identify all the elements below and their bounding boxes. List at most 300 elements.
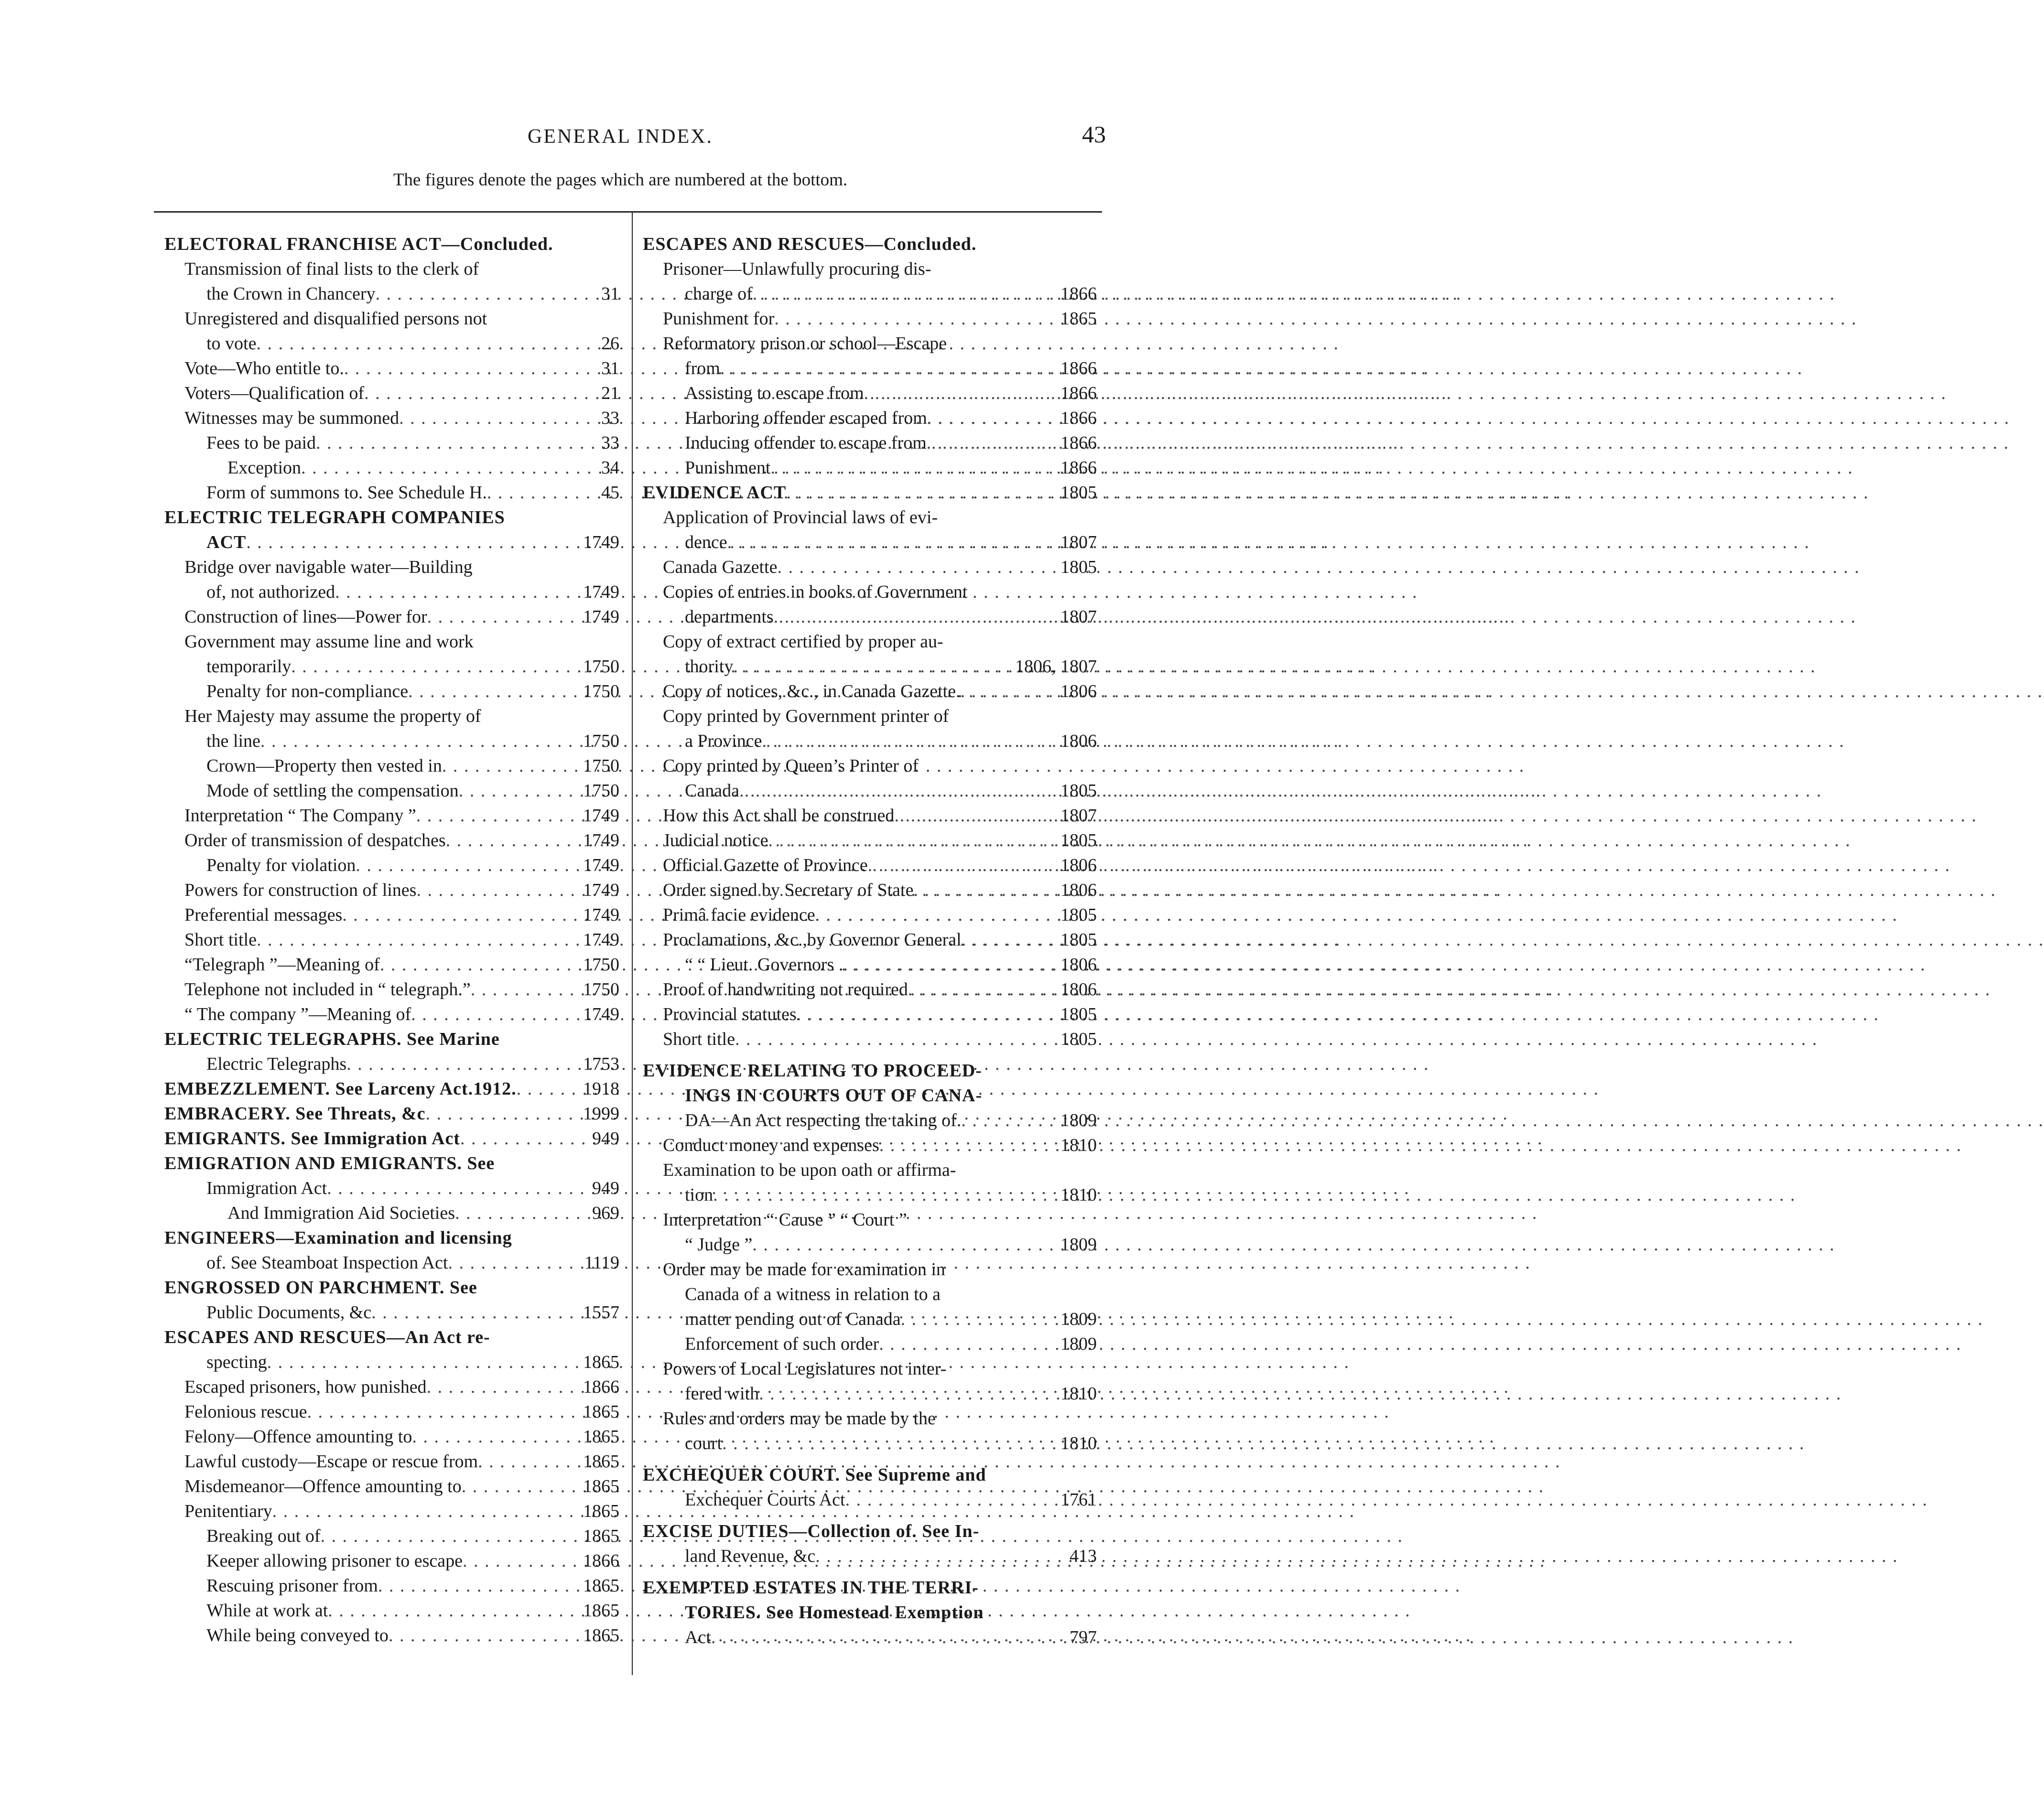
index-entry-page: 1918 xyxy=(583,1079,619,1099)
dot-leader xyxy=(962,927,1056,952)
dot-leader xyxy=(408,679,578,704)
index-entry xyxy=(164,778,619,803)
index-entry-text: “Telegraph ”—Meaning of xyxy=(184,955,380,975)
index-entry xyxy=(164,331,619,356)
index-entry xyxy=(643,604,1097,629)
index-entry-page: 1810 xyxy=(1060,1384,1097,1404)
index-entry-page: 1866 xyxy=(583,1377,619,1397)
index-entry xyxy=(643,1381,1097,1406)
dot-leader xyxy=(459,778,578,803)
index-entry xyxy=(643,903,1097,927)
index-entry xyxy=(643,1575,1097,1600)
index-entry xyxy=(643,927,1097,952)
index-entry-text: Electric Telegraphs xyxy=(206,1054,347,1074)
running-header-title: GENERAL INDEX. xyxy=(527,126,714,148)
index-entry-text: Act xyxy=(685,1627,711,1647)
index-entry-text: Exception xyxy=(227,458,302,478)
dot-leader xyxy=(378,1573,578,1598)
index-entry-text: TORIES. See Homestead Exemption xyxy=(685,1602,984,1623)
index-entry-page: 1749 xyxy=(583,607,619,627)
index-entry-page: 1865 xyxy=(583,1526,619,1546)
index-entry-page: 1805 xyxy=(1060,1004,1097,1024)
dot-leader xyxy=(389,1623,578,1648)
index-entry-page: 1805 xyxy=(1060,781,1097,801)
index-entry-text: ENGINEERS—Examination and licensing xyxy=(164,1228,512,1248)
dot-leader xyxy=(335,580,578,604)
index-entry xyxy=(643,1519,1097,1544)
index-entry-text: Telephone not included in “ telegraph.” xyxy=(184,979,471,1000)
index-entry-text: Punishment xyxy=(685,458,771,478)
index-entry-text: Primâ facie evidence xyxy=(663,905,815,925)
index-entry-text: a Province xyxy=(685,731,762,751)
index-entry-page: 1749 xyxy=(583,855,619,875)
index-entry-page: 1865 xyxy=(583,1476,619,1496)
dot-leader xyxy=(845,1487,1056,1512)
index-entry xyxy=(164,257,619,281)
index-entry xyxy=(643,729,1097,753)
index-entry xyxy=(164,306,619,331)
index-entry-page: 26 xyxy=(601,333,619,354)
index-entry xyxy=(643,803,1097,828)
index-entry xyxy=(643,1431,1097,1456)
index-entry-page: 1866 xyxy=(1060,284,1097,304)
index-entry-text: departments xyxy=(685,607,774,627)
dot-leader xyxy=(786,480,1056,505)
index-entry-text: Official Gazette of Province xyxy=(663,855,868,875)
index-entry xyxy=(164,1524,619,1548)
index-entry xyxy=(643,1002,1097,1027)
index-entry xyxy=(643,1182,1097,1207)
index-entry-text: Proof of handwriting not required xyxy=(663,979,908,1000)
index-entry-page: 1806 xyxy=(1060,855,1097,875)
dot-leader xyxy=(291,654,578,679)
dot-leader xyxy=(301,455,583,480)
index-entry-page: 1865 xyxy=(1060,309,1097,329)
index-entry-page: 1807 xyxy=(1060,806,1097,826)
index-entry-page: 1750 xyxy=(583,731,619,751)
index-entry-text: Rules and orders may be made by the xyxy=(663,1408,936,1429)
index-entry-page: 1865 xyxy=(583,1501,619,1521)
index-entry-text: land Revenue, &c xyxy=(685,1546,816,1566)
index-entry-page: 1809 xyxy=(1060,1110,1097,1130)
dot-leader xyxy=(720,356,1056,381)
index-entry-text: EMBEZZLEMENT. See Larceny Act.1912. xyxy=(164,1079,517,1099)
index-entry-text: While being conveyed to xyxy=(206,1625,389,1645)
index-entry-text: INGS IN COURTS OUT OF CANA- xyxy=(685,1086,983,1106)
index-entry-page: 1810 xyxy=(1060,1185,1097,1205)
index-entry-page: 1749 xyxy=(583,880,619,900)
index-entry xyxy=(643,1332,1097,1356)
dot-leader xyxy=(815,903,1056,927)
index-entry xyxy=(643,753,1097,778)
index-entry xyxy=(164,1052,619,1076)
index-entry xyxy=(643,977,1097,1002)
dot-leader xyxy=(927,430,1056,455)
dot-leader xyxy=(446,828,578,853)
dot-leader xyxy=(739,778,1056,803)
dot-leader xyxy=(411,1002,578,1027)
index-entry-text: Provincial statutes xyxy=(663,1004,797,1024)
index-entry-text: matter pending out of Canada xyxy=(685,1309,901,1329)
dot-leader xyxy=(517,1076,578,1101)
dot-leader xyxy=(777,555,1056,580)
dot-leader xyxy=(471,977,578,1002)
dot-leader xyxy=(321,1524,578,1548)
index-entry-page: 1749 xyxy=(583,905,619,925)
index-entry xyxy=(164,232,619,257)
index-entry-text: Mode of settling the compensation xyxy=(206,781,459,801)
index-entry-page: 1807 xyxy=(1060,607,1097,627)
index-entry xyxy=(164,1573,619,1598)
index-entry-text: Inducing offender to escape from xyxy=(685,433,927,453)
top-rule xyxy=(154,211,1102,213)
index-entry-text: Vote—Who entitle to. xyxy=(184,358,344,378)
index-entry-text: Fees to be paid xyxy=(206,433,316,453)
index-entry xyxy=(164,1275,619,1300)
dot-leader xyxy=(774,604,1056,629)
index-entry-text: Construction of lines—Power for xyxy=(184,607,427,627)
index-entry-text: Order of transmission of despatches xyxy=(184,830,446,850)
index-entry xyxy=(164,1300,619,1325)
index-entry-page: 1750 xyxy=(583,955,619,975)
index-entry-page: 31 xyxy=(601,284,619,304)
index-entry xyxy=(164,1548,619,1573)
index-entry-page: 1805 xyxy=(1060,483,1097,503)
index-entry xyxy=(164,1076,619,1101)
index-entry-page: 1809 xyxy=(1060,1309,1097,1329)
index-entry xyxy=(164,480,619,505)
index-entry-text: How this Act shall be construed xyxy=(663,806,895,826)
dot-leader xyxy=(327,1176,583,1201)
index-entry-text: While at work at xyxy=(206,1601,328,1621)
index-entry-text: “ “ Lieut. Governors . xyxy=(685,955,844,975)
index-entry xyxy=(643,679,1097,704)
index-entry xyxy=(643,1083,1097,1108)
index-entry-text: court xyxy=(685,1433,723,1453)
index-entry-text: from xyxy=(685,358,720,378)
index-entry xyxy=(643,430,1097,455)
index-entry-text: thority xyxy=(685,656,734,677)
index-entry-text: Short title xyxy=(184,930,257,950)
index-entry xyxy=(164,753,619,778)
index-entry-text: Form of summons to. See Schedule H. xyxy=(206,483,487,503)
index-entry xyxy=(164,1325,619,1350)
index-entry xyxy=(164,1424,619,1449)
index-entry xyxy=(164,1399,619,1424)
dot-leader xyxy=(733,654,1010,679)
index-entry xyxy=(643,1307,1097,1332)
index-entry-page: 33 xyxy=(601,408,619,428)
dot-leader xyxy=(448,1250,580,1275)
index-entry xyxy=(164,580,619,604)
index-entry xyxy=(164,381,619,406)
index-entry xyxy=(164,878,619,903)
dot-leader xyxy=(307,1399,578,1424)
index-entry-text: Voters—Qualification of xyxy=(184,383,365,403)
dot-leader xyxy=(316,430,583,455)
index-entry xyxy=(643,331,1097,356)
index-entry xyxy=(164,1027,619,1052)
index-entry xyxy=(164,406,619,430)
index-entry xyxy=(643,555,1097,580)
index-entry-page: 1865 xyxy=(583,1352,619,1372)
index-entry xyxy=(643,257,1097,281)
index-entry xyxy=(643,778,1097,803)
index-entry-text: Witnesses may be summoned xyxy=(184,408,400,428)
dot-leader xyxy=(260,729,578,753)
index-entry-text: Her Majesty may assume the property of xyxy=(184,706,481,726)
index-entry-text: Copy printed by Queen’s Printer of xyxy=(663,756,919,776)
index-entry xyxy=(643,306,1097,331)
index-entry-page: 1805 xyxy=(1060,930,1097,950)
index-entry-text: Reformatory prison or school—Escape xyxy=(663,333,947,354)
index-entry xyxy=(164,654,619,679)
index-entry-text: “ The company ”—Meaning of xyxy=(184,1004,411,1024)
index-entry-text: Interpretation “ The Company ” xyxy=(184,806,416,826)
dot-leader xyxy=(427,1375,578,1399)
dot-leader xyxy=(328,1598,578,1623)
index-entry-text: charge of xyxy=(685,284,753,304)
index-entry xyxy=(164,1250,619,1275)
index-entry-text: Transmission of final lists to the clerk of xyxy=(184,259,479,279)
dot-leader xyxy=(460,1126,583,1151)
index-entry-text: Judicial notice xyxy=(663,830,768,850)
index-entry-text: EXEMPTED ESTATES IN THE TERRI- xyxy=(643,1578,979,1598)
dot-leader xyxy=(416,878,578,903)
index-entry-page: 1865 xyxy=(583,1402,619,1422)
index-entry-page: 1806 xyxy=(1060,880,1097,900)
index-entry xyxy=(164,1623,619,1648)
index-entry-text: specting xyxy=(206,1352,267,1372)
index-entry xyxy=(164,430,619,455)
index-entry xyxy=(643,1406,1097,1431)
index-entry xyxy=(643,853,1097,878)
index-entry-text: ENGROSSED ON PARCHMENT. See xyxy=(164,1278,477,1298)
index-entry xyxy=(164,1226,619,1250)
index-entry-text: EMIGRANTS. See Immigration Act xyxy=(164,1129,460,1149)
index-entry-text: Canada of a witness in relation to a xyxy=(685,1284,941,1304)
index-entry xyxy=(164,555,619,580)
index-entry xyxy=(164,505,619,530)
index-entry-page: 1750 xyxy=(583,979,619,1000)
index-entry xyxy=(164,356,619,381)
dot-leader xyxy=(267,1350,578,1375)
index-entry-text: Felonious rescue xyxy=(184,1402,307,1422)
dot-leader xyxy=(478,1449,578,1474)
dot-leader xyxy=(759,1381,1056,1406)
index-entry-text: of. See Steamboat Inspection Act xyxy=(206,1253,448,1273)
index-entry-page: 1810 xyxy=(1060,1135,1097,1155)
index-entry-page: 21 xyxy=(601,383,619,403)
index-entry-text: ELECTRIC TELEGRAPH COMPANIES xyxy=(164,507,505,527)
index-entry-page: 1865 xyxy=(583,1625,619,1645)
index-entry xyxy=(164,1201,619,1226)
index-entry xyxy=(643,356,1097,381)
dot-leader xyxy=(735,1027,1056,1052)
index-entry-text: Felony—Offence amounting to xyxy=(184,1427,412,1447)
index-entry-page: 1806 xyxy=(1060,979,1097,1000)
dot-leader xyxy=(371,1300,578,1325)
index-entry-text: dence xyxy=(685,532,727,552)
index-entry xyxy=(164,1350,619,1375)
index-entry-page: 1749 xyxy=(583,582,619,602)
index-entry-page: 797 xyxy=(1070,1627,1097,1647)
index-entry-text: Punishment for xyxy=(663,309,775,329)
index-entry-page: 34 xyxy=(601,458,619,478)
index-entry-text: ELECTORAL FRANCHISE ACT—Concluded. xyxy=(164,234,553,254)
index-entry-text: Assisting to escape from xyxy=(685,383,864,403)
index-entry xyxy=(164,1151,619,1176)
index-entry xyxy=(643,1625,1097,1650)
dot-leader xyxy=(462,1474,578,1499)
dot-leader xyxy=(380,952,578,977)
index-entry-text: Preferential messages xyxy=(184,905,343,925)
index-entry-text: Canada Gazette xyxy=(663,557,778,577)
index-entry-page: 969 xyxy=(592,1203,619,1223)
dot-leader xyxy=(455,1201,583,1226)
index-entry-text: Harboring offender escaped from xyxy=(685,408,927,428)
index-entry-page: 1865 xyxy=(583,1451,619,1472)
index-entry xyxy=(164,1101,619,1126)
index-entry xyxy=(643,455,1097,480)
dot-leader xyxy=(879,1332,1056,1356)
dot-leader xyxy=(797,1002,1056,1027)
index-entry xyxy=(164,1474,619,1499)
dot-leader xyxy=(416,803,578,828)
index-entry-text: Crown—Property then vested in xyxy=(206,756,442,776)
index-entry xyxy=(164,977,619,1002)
index-entry-text: And Immigration Aid Societies xyxy=(227,1203,455,1223)
index-entry-text: EVIDENCE ACT xyxy=(643,483,787,503)
index-entry-text: Copy printed by Government printer of xyxy=(663,706,949,726)
dot-leader xyxy=(342,903,578,927)
index-entry-page: 1866 xyxy=(1060,358,1097,378)
index-entry-page: 1750 xyxy=(583,681,619,701)
dot-leader xyxy=(376,281,583,306)
dot-leader xyxy=(752,1232,1056,1257)
index-entry-text: ESCAPES AND RESCUES—An Act re- xyxy=(164,1327,490,1347)
index-entry-page: 1810 xyxy=(1060,1433,1097,1453)
index-entry-page: 1805 xyxy=(1060,557,1097,577)
index-entry xyxy=(643,952,1097,977)
index-entry-text: Exchequer Courts Act xyxy=(685,1490,845,1510)
dot-leader xyxy=(344,356,583,381)
dot-leader xyxy=(913,878,1056,903)
index-entry-page: 1557 xyxy=(583,1302,619,1322)
index-entry xyxy=(164,679,619,704)
index-entry xyxy=(643,1027,1097,1052)
index-entry xyxy=(643,1207,1097,1232)
dot-leader xyxy=(722,1431,1056,1456)
index-entry-page: 1749 xyxy=(583,1004,619,1024)
index-entry-page: 949 xyxy=(592,1178,619,1198)
dot-leader xyxy=(256,331,583,356)
index-entry xyxy=(643,505,1097,530)
index-entry-page: 33 xyxy=(601,433,619,453)
dot-leader xyxy=(246,530,578,555)
index-entry xyxy=(164,853,619,878)
index-column-right xyxy=(643,232,1097,1650)
index-entry xyxy=(643,1158,1097,1182)
index-entry-text: Government may assume line and work xyxy=(184,632,474,652)
index-entry-page: 1866 xyxy=(583,1551,619,1571)
index-entry-text: to vote xyxy=(206,333,257,354)
index-entry xyxy=(643,406,1097,430)
dot-leader xyxy=(412,1424,578,1449)
dot-leader xyxy=(711,1625,1060,1650)
dot-leader xyxy=(257,927,578,952)
dot-leader xyxy=(427,604,578,629)
index-entry-page: 1866 xyxy=(1060,458,1097,478)
index-entry-page: 1749 xyxy=(583,830,619,850)
index-entry-text: of, not authorized xyxy=(206,582,335,602)
index-column-left xyxy=(164,232,619,1648)
index-entry-page: 1749 xyxy=(583,532,619,552)
index-entry xyxy=(643,281,1097,306)
dot-leader xyxy=(425,1101,578,1126)
index-entry-text: Public Documents, &c xyxy=(206,1302,372,1322)
index-entry xyxy=(643,1356,1097,1381)
index-entry-page: 1805 xyxy=(1060,830,1097,850)
index-entry xyxy=(643,654,1097,679)
header-note: The figures denote the pages which are numbered at the bottom. xyxy=(393,170,848,190)
index-entry-text: Breaking out of xyxy=(206,1526,321,1546)
index-entry-text: Immigration Act xyxy=(206,1178,327,1198)
index-entry xyxy=(164,828,619,853)
index-entry-text: Copy of extract certified by proper au- xyxy=(663,632,943,652)
index-entry-text: Lawful custody—Escape or rescue from xyxy=(184,1451,478,1472)
index-entry-text: Powers of Local Legislatures not inter- xyxy=(663,1359,947,1379)
dot-leader xyxy=(768,828,1056,853)
dot-leader xyxy=(272,1499,578,1524)
index-entry xyxy=(643,1058,1097,1083)
index-entry-page: 1809 xyxy=(1060,1334,1097,1354)
index-entry-text: Keeper allowing prisoner to escape xyxy=(206,1551,463,1571)
index-entry-text: EXCHEQUER COURT. See Supreme and xyxy=(643,1465,986,1485)
index-entry-text: Rescuing prisoner from xyxy=(206,1576,378,1596)
index-entry xyxy=(164,729,619,753)
index-entry xyxy=(643,1133,1097,1158)
dot-leader xyxy=(399,406,583,430)
index-entry-text: Examination to be upon oath or affirma- xyxy=(663,1160,956,1180)
index-entry-text: DA—An Act respecting the taking of. xyxy=(685,1110,962,1130)
dot-leader xyxy=(487,480,583,505)
index-entry xyxy=(164,1375,619,1399)
index-entry xyxy=(643,1544,1097,1569)
index-entry-text: Copies of entries in books of Government xyxy=(663,582,968,602)
dot-leader xyxy=(961,679,1056,704)
index-entry-text: fered with xyxy=(685,1384,759,1404)
index-entry-text: Copy of notices, &c., in Canada Gazette. xyxy=(663,681,961,701)
index-entry xyxy=(164,803,619,828)
index-entry-text: ELECTRIC TELEGRAPHS. See Marine xyxy=(164,1029,500,1049)
index-entry xyxy=(643,232,1097,257)
index-entry xyxy=(643,629,1097,654)
dot-leader xyxy=(868,853,1056,878)
index-entry-text: EMIGRATION AND EMIGRANTS. See xyxy=(164,1153,495,1173)
index-entry-page: 1806 xyxy=(1060,955,1097,975)
index-entry-text: Penitentiary xyxy=(184,1501,272,1521)
index-entry xyxy=(643,480,1097,505)
index-entry xyxy=(643,704,1097,729)
index-entry xyxy=(643,530,1097,555)
index-entry-text: “ Judge ” xyxy=(685,1235,753,1255)
dot-leader xyxy=(901,1307,1056,1332)
dot-leader xyxy=(753,281,1056,306)
index-entry-page: 949 xyxy=(592,1129,619,1149)
dot-leader xyxy=(346,1052,578,1076)
index-entry-text: the Crown in Chancery xyxy=(206,284,376,304)
